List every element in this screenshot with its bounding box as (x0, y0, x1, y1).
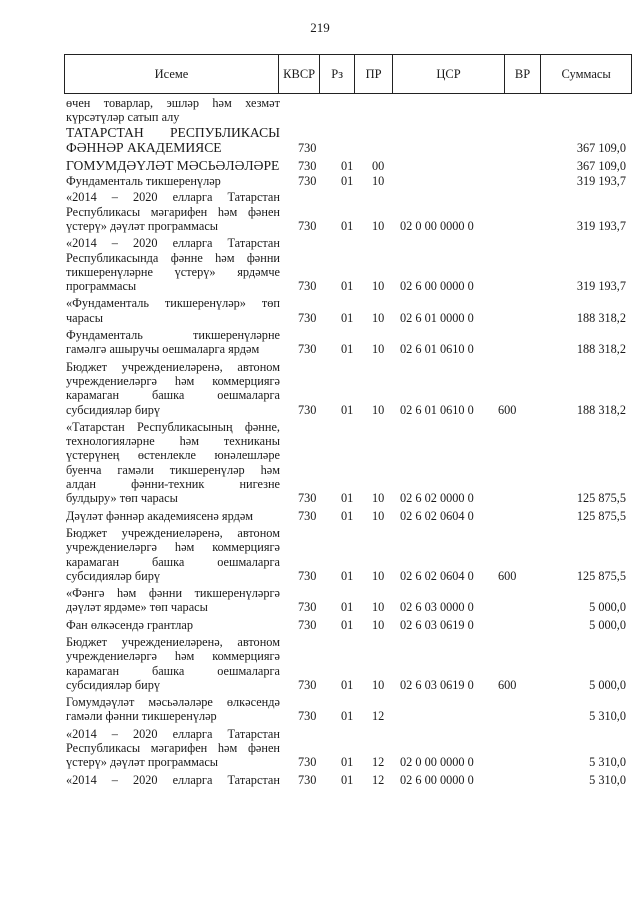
row-pr: 10 (372, 310, 385, 325)
table-row (66, 586, 632, 615)
row-name (66, 420, 280, 506)
row-name-line: Бюджет учреждениеләренә, автоном (66, 635, 280, 649)
row-csr: 02 6 01 0610 0 (400, 402, 474, 417)
row-name-line: Фан өлкәсендә грантлар (66, 617, 194, 632)
row-name-line: Бюджет учреждениеләренә, автоном (66, 359, 280, 374)
row-name-line: карамаган башка оешмаларга (66, 663, 280, 678)
row-sum: 367 109,0 (576, 141, 626, 156)
row-pr: 10 (372, 600, 385, 615)
header-sum: Суммасы (561, 66, 611, 81)
row-name-line: үстерү» дәүләт программасы (66, 755, 219, 770)
table-row (66, 635, 632, 692)
row-sum: 188 318,2 (576, 342, 626, 357)
row-rz: 01 (341, 709, 354, 724)
row-vr: 600 (498, 402, 517, 417)
row-sum: 5 310,0 (589, 755, 626, 770)
table-row (66, 328, 632, 357)
row-name-line: карамаган башка оешмаларга (66, 388, 280, 403)
row-sum: 188 318,2 (576, 310, 626, 325)
header-kvsr: КВСР (279, 55, 320, 93)
row-name-line: учреждениеләргә һәм коммерциягә (66, 373, 280, 388)
header-rz: Рз (320, 55, 355, 93)
row-name-line: Бюджет учреждениеләренә, автоном (66, 525, 280, 540)
row-rz: 01 (341, 772, 354, 787)
row-name-line: ФӘННӘР АКАДЕМИЯСЕ (66, 140, 222, 156)
row-name-line: тикшеренүләрне үстерү» ярдәмче (66, 264, 280, 279)
row-name-line: күрсәтүләр сатып алу (66, 110, 180, 125)
row-sum: 5 000,0 (589, 677, 626, 692)
row-pr: 10 (372, 402, 385, 417)
table-row (66, 236, 632, 293)
row-name-line: өчен товарлар, эшләр һәм хезмәт (66, 96, 280, 110)
row-kvsr: 730 (298, 600, 317, 615)
table-row (66, 509, 632, 523)
row-name-line: булдыру» төп чарасы (66, 491, 178, 506)
row-rz: 01 (341, 174, 354, 189)
row-rz: 01 (341, 342, 354, 357)
table-row (66, 727, 632, 770)
row-name-line: «2014 – 2020 елларга Татарстан (66, 190, 280, 205)
header-csr: ЦСР (393, 55, 504, 93)
row-csr: 02 6 03 0000 0 (400, 600, 474, 615)
row-name (66, 509, 280, 523)
row-rz: 01 (341, 508, 354, 523)
row-vr: 600 (498, 677, 517, 692)
table-row (66, 360, 632, 417)
row-name (66, 695, 280, 724)
row-pr: 12 (372, 709, 385, 724)
row-sum: 5 310,0 (589, 709, 626, 724)
row-pr: 10 (372, 342, 385, 357)
row-rz: 01 (341, 568, 354, 583)
row-rz: 01 (341, 279, 354, 294)
row-kvsr: 730 (298, 158, 317, 173)
row-name (66, 328, 280, 357)
row-name (66, 158, 280, 174)
row-rz: 01 (341, 310, 354, 325)
page-number: 219 (310, 20, 330, 35)
row-pr: 10 (372, 617, 385, 632)
row-sum: 319 193,7 (576, 218, 626, 233)
row-name-line: буенча гамәли тикшеренүләр һәм (66, 462, 280, 477)
row-name-line: Фундаменталь тикшеренүләрне (66, 328, 280, 343)
row-name (66, 635, 280, 692)
header-name: Исеме (65, 55, 279, 93)
row-csr: 02 6 02 0604 0 (400, 568, 474, 583)
header-vr: ВР (505, 55, 542, 93)
row-vr: 600 (498, 568, 517, 583)
row-pr: 00 (372, 158, 385, 173)
row-name (66, 190, 280, 233)
row-sum: 5 310,0 (589, 772, 626, 787)
row-name-line: субсидияләр бирү (66, 568, 161, 583)
row-name-line: алдан фәнни-техник нигезне (66, 477, 280, 492)
row-pr: 12 (372, 755, 385, 770)
table-row (66, 125, 632, 156)
row-name-line: учреждениеләргә һәм коммерциягә (66, 540, 280, 555)
row-name (66, 125, 280, 156)
row-sum: 5 000,0 (589, 617, 626, 632)
row-name-line: субсидияләр бирү (66, 677, 161, 692)
row-sum: 125 875,5 (576, 491, 626, 506)
row-name-line: Дәүләт фәннәр академиясенә ярдәм (66, 508, 254, 523)
table-row (66, 618, 632, 632)
row-rz: 01 (341, 491, 354, 506)
row-kvsr: 730 (298, 755, 317, 770)
row-name (66, 236, 280, 293)
row-pr: 10 (372, 677, 385, 692)
row-name-line: «2014 – 2020 елларга Татарстан (66, 726, 280, 741)
table-row (66, 190, 632, 233)
table-row (66, 773, 632, 787)
row-name-line: дәүләт ярдәме» төп чарасы (66, 600, 208, 615)
row-sum: 188 318,2 (576, 402, 626, 417)
table-row (66, 296, 632, 325)
row-sum: 319 193,7 (576, 174, 626, 189)
header-pr: ПР (355, 55, 393, 93)
row-name (66, 773, 280, 787)
row-kvsr: 730 (298, 174, 317, 189)
row-kvsr: 730 (298, 568, 317, 583)
row-name-line: технологияләрне һәм техниканы (66, 434, 280, 449)
row-kvsr: 730 (298, 310, 317, 325)
row-kvsr: 730 (298, 218, 317, 233)
row-csr: 02 6 00 0000 0 (400, 772, 474, 787)
row-name-line: Гомумдәүләт мәсьәләләре өлкәсендә (66, 695, 280, 710)
row-rz: 01 (341, 755, 354, 770)
row-pr: 10 (372, 508, 385, 523)
row-csr: 02 6 01 0000 0 (400, 310, 474, 325)
table-row (66, 158, 632, 174)
row-name-line: Республикасы мәгарифен һәм фәнен (66, 741, 280, 756)
row-sum: 5 000,0 (589, 600, 626, 615)
row-csr: 02 6 03 0619 0 (400, 677, 474, 692)
row-name (66, 727, 280, 770)
row-pr: 10 (372, 491, 385, 506)
table-body (66, 96, 632, 789)
row-name-line: ГОМУМДӘҮЛӘТ МӘСЬӘЛӘЛӘРЕ (66, 157, 280, 173)
row-name (66, 96, 280, 125)
table-row (66, 526, 632, 583)
row-name-line: субсидияләр бирү (66, 402, 161, 417)
row-csr: 02 6 00 0000 0 (400, 279, 474, 294)
row-csr: 02 0 00 0000 0 (400, 755, 474, 770)
table-header (64, 54, 632, 94)
row-rz: 01 (341, 402, 354, 417)
table-row (66, 96, 632, 125)
row-name-line: «2014 – 2020 елларга Татарстан (66, 772, 280, 787)
row-sum: 125 875,5 (576, 508, 626, 523)
row-name (66, 360, 280, 417)
row-name-line: карамаган башка оешмаларга (66, 554, 280, 569)
table-row (66, 174, 632, 188)
row-name-line: гамәли фәнни тикшеренүләр (66, 709, 217, 724)
row-kvsr: 730 (298, 342, 317, 357)
row-name (66, 586, 280, 615)
row-rz: 01 (341, 158, 354, 173)
row-name-line: ТАТАРСТАН РЕСПУБЛИКАСЫ (66, 124, 280, 140)
row-kvsr: 730 (298, 772, 317, 787)
row-sum: 319 193,7 (576, 279, 626, 294)
row-csr: 02 6 01 0610 0 (400, 342, 474, 357)
row-kvsr: 730 (298, 709, 317, 724)
row-name-line: «Фундаменталь тикшеренүләр» төп (66, 296, 280, 311)
table-row (66, 420, 632, 506)
row-name-line: «Фәнгә һәм фәнни тикшеренүләргә (66, 586, 280, 601)
row-pr: 10 (372, 568, 385, 583)
row-sum: 125 875,5 (576, 568, 626, 583)
row-csr: 02 6 02 0000 0 (400, 491, 474, 506)
row-pr: 10 (372, 174, 385, 189)
row-pr: 10 (372, 218, 385, 233)
row-kvsr: 730 (298, 491, 317, 506)
row-name-line: программасы (66, 279, 137, 294)
row-kvsr: 730 (298, 402, 317, 417)
row-csr: 02 6 02 0604 0 (400, 508, 474, 523)
row-name-line: «2014 – 2020 елларга Татарстан (66, 236, 280, 251)
row-name-line: гамәлгә ашыручы оешмаларга ярдәм (66, 342, 260, 357)
row-pr: 12 (372, 772, 385, 787)
row-rz: 01 (341, 677, 354, 692)
row-csr: 02 0 00 0000 0 (400, 218, 474, 233)
table-row (66, 695, 632, 724)
row-kvsr: 730 (298, 279, 317, 294)
row-name-line: үстерүнең өстенлекле юнәлешләре (66, 448, 280, 463)
row-name (66, 526, 280, 583)
row-kvsr: 730 (298, 141, 317, 156)
row-name (66, 618, 280, 632)
row-rz: 01 (341, 218, 354, 233)
row-name-line: үстерү» дәүләт программасы (66, 218, 219, 233)
row-name-line: Фундаменталь тикшеренүләр (66, 174, 221, 189)
row-name (66, 174, 280, 188)
row-kvsr: 730 (298, 617, 317, 632)
row-name-line: Республикасында фәнне һәм фәнни (66, 250, 280, 265)
row-name-line: чарасы (66, 310, 103, 325)
row-kvsr: 730 (298, 508, 317, 523)
row-name-line: учреждениеләргә һәм коммерциягә (66, 649, 280, 664)
row-name-line: Республикасы мәгарифен һәм фәнен (66, 204, 280, 219)
row-kvsr: 730 (298, 677, 317, 692)
row-csr: 02 6 03 0619 0 (400, 617, 474, 632)
row-rz: 01 (341, 600, 354, 615)
row-name-line: «Татарстан Республикасының фәнне, (66, 419, 280, 434)
row-name (66, 296, 280, 325)
row-sum: 367 109,0 (576, 158, 626, 173)
row-rz: 01 (341, 617, 354, 632)
row-pr: 10 (372, 279, 385, 294)
